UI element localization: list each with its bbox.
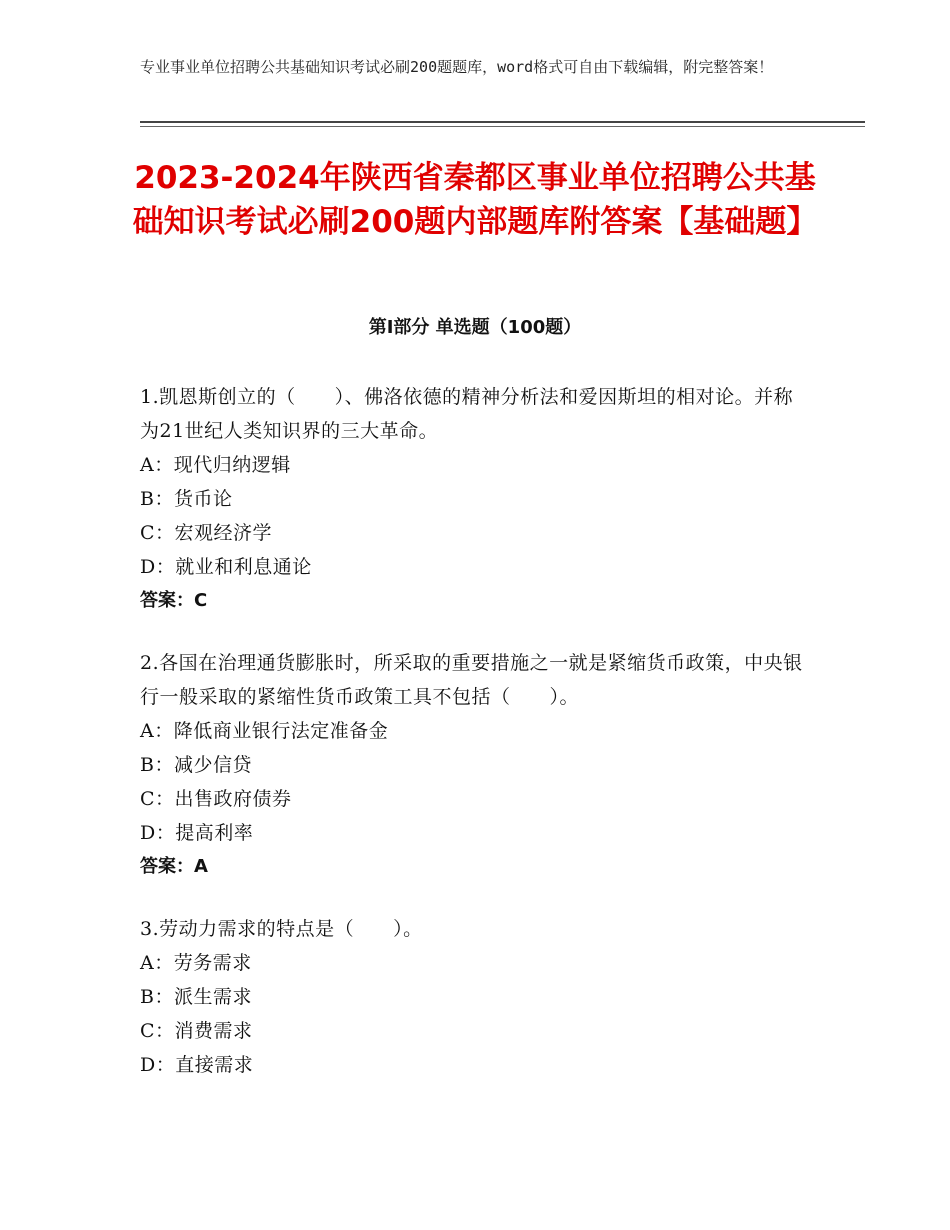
option-d: D：直接需求 — [140, 1054, 254, 1076]
question-3 — [140, 912, 810, 1082]
question-stem: 1.凯恩斯创立的（ ）、佛洛依德的精神分析法和爱因斯坦的相对论。并称为21世纪人类知识界的三大革命。 — [140, 386, 794, 442]
question-stem: 2.各国在治理通货膨胀时，所采取的重要措施之一就是紧缩货币政策，中央银行一般采取的紧缩性货币政策工具不包括（ ）。 — [140, 652, 803, 708]
option-c: C：出售政府债券 — [140, 788, 292, 810]
header-note: 专业事业单位招聘公共基础知识考试必刷200题题库，word格式可自由下载编辑，附完整答案！ — [140, 58, 774, 76]
answer-label: 答案：A — [140, 856, 208, 877]
question-stem: 3.劳动力需求的特点是（ ）。 — [140, 918, 423, 940]
option-d: D：就业和利息通论 — [140, 556, 312, 578]
question-1 — [140, 380, 810, 618]
question-2 — [140, 646, 810, 884]
option-c: C：消费需求 — [140, 1020, 253, 1042]
option-d: D：提高利率 — [140, 822, 254, 844]
option-b: B：派生需求 — [140, 986, 252, 1008]
header-rule — [140, 121, 865, 123]
header-rule-thin — [140, 126, 865, 127]
option-b: B：货币论 — [140, 488, 233, 510]
section-heading: 第Ⅰ部分 单选题（100题） — [368, 317, 582, 338]
option-a: A：降低商业银行法定准备金 — [140, 720, 389, 742]
option-a: A：劳务需求 — [140, 952, 252, 974]
answer-label: 答案：C — [140, 590, 208, 611]
document-title: 2023-2024年陕西省秦都区事业单位招聘公共基础知识考试必刷200题内部题库附答案【基础题】 — [132, 160, 818, 240]
option-a: A：现代归纳逻辑 — [140, 454, 291, 476]
option-c: C：宏观经济学 — [140, 522, 273, 544]
option-b: B：减少信贷 — [140, 754, 252, 776]
question-list — [140, 380, 810, 1110]
